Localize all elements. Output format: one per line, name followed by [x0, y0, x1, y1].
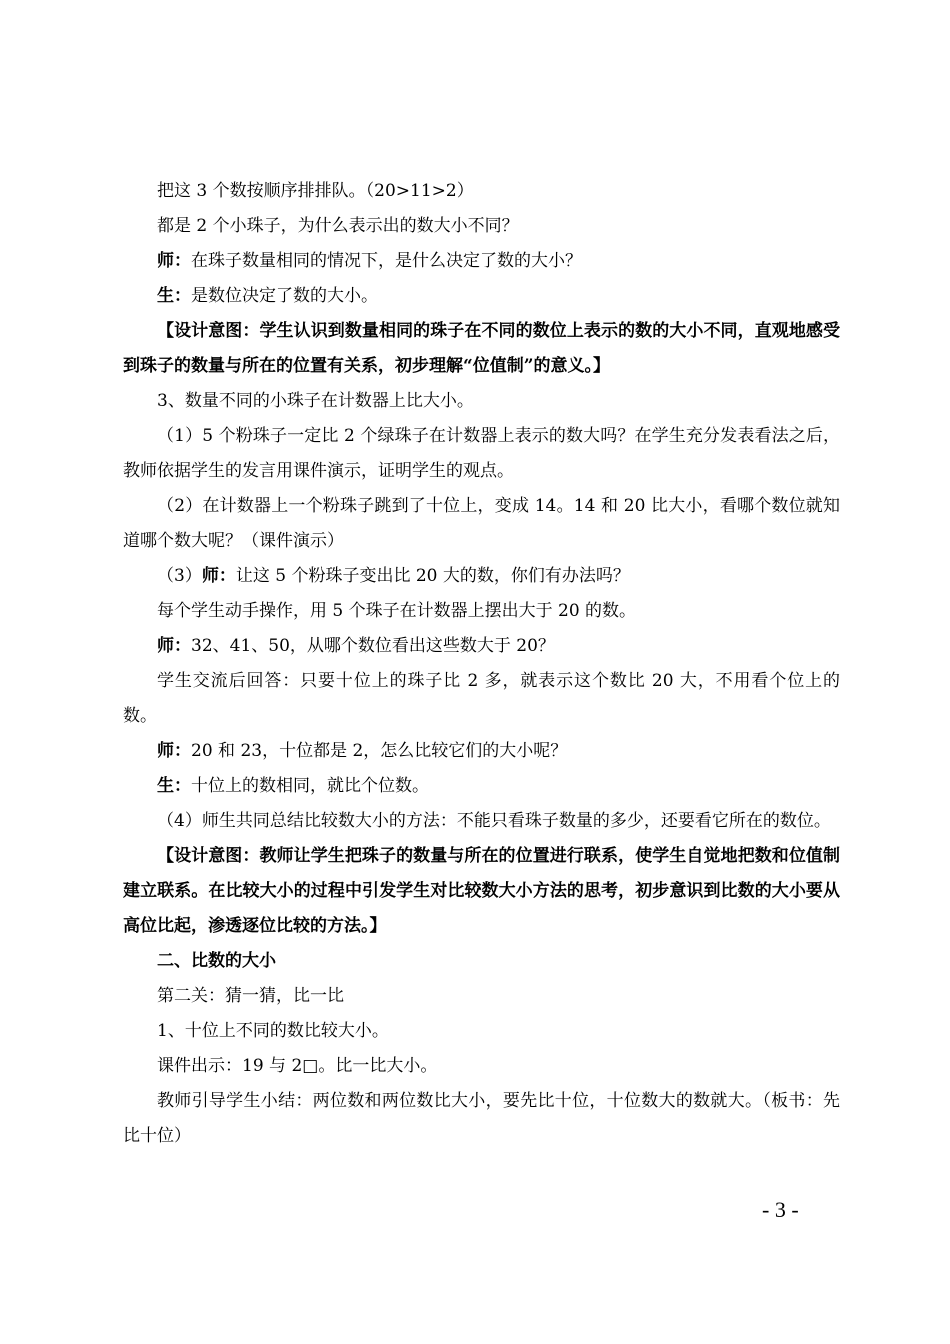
paragraph — [123, 664, 840, 734]
text-run: （4）师生共同总结比较数大小的方法：不能只看珠子数量的多少，还要看它所在的数位。 — [157, 811, 831, 831]
bold-text: 师： — [157, 636, 191, 656]
bold-text: 二、比数的大小 — [157, 951, 276, 971]
paragraph — [123, 804, 840, 839]
paragraph — [123, 244, 840, 279]
text-run: 学生交流后回答：只要十位上的珠子比 2 多，就表示这个数比 20 大，不用看个位上的数。 — [123, 671, 840, 726]
bold-text: 师： — [157, 741, 191, 761]
paragraph — [123, 489, 840, 559]
text-run: （2）在计数器上一个粉珠子跳到了十位上，变成 14。14 和 20 比大小，看哪个数位就知道哪个数大呢？（课件演示） — [123, 496, 840, 551]
bold-text: 【设计意图：学生认识到数量相同的珠子在不同的数位上表示的数的大小不同，直观地感受到珠子的数量与所在的位置有关系，初步理解“位值制”的意义。】 — [123, 321, 840, 376]
text-run: 把这 3 个数按顺序排排队。（20>11>2） — [157, 181, 474, 201]
text-run: 在珠子数量相同的情况下，是什么决定了数的大小？ — [191, 251, 582, 271]
bold-text: 生： — [157, 286, 191, 306]
paragraph — [123, 314, 840, 384]
paragraph — [123, 1014, 840, 1049]
text-run: （3） — [157, 566, 202, 586]
text-run: 是数位决定了数的大小。 — [191, 286, 378, 306]
page-number: - 3 - — [762, 1197, 799, 1222]
paragraph — [123, 944, 840, 979]
text-run: 32、41、50，从哪个数位看出这些数大于 20？ — [191, 636, 555, 656]
text-run: 第二关：猜一猜，比一比 — [157, 986, 344, 1006]
bold-text: 【设计意图：教师让学生把珠子的数量与所在的位置进行联系，使学生自觉地把数和位值制建立联系。在比较大小的过程中引发学生对比较数大小方法的思考，初步意识到比数的大小要从高位比起，渗透逐位比较的方法。】 — [123, 846, 840, 936]
bold-text: 师： — [157, 251, 191, 271]
paragraph — [123, 1084, 840, 1154]
paragraph — [123, 559, 840, 594]
document-body — [123, 174, 840, 1154]
text-run: （1）5 个粉珠子一定比 2 个绿珠子在计数器上表示的数大吗？在学生充分发表看法之后，教师依据学生的发言用课件演示，证明学生的观点。 — [123, 426, 840, 481]
paragraph — [123, 629, 840, 664]
paragraph — [123, 174, 840, 209]
paragraph — [123, 1049, 840, 1084]
paragraph — [123, 734, 840, 769]
text-run: 十位上的数相同，就比个位数。 — [191, 776, 429, 796]
text-run: 3、数量不同的小珠子在计数器上比大小。 — [157, 391, 474, 411]
paragraph — [123, 839, 840, 944]
paragraph — [123, 979, 840, 1014]
bold-text: 师： — [201, 566, 236, 586]
text-run: 20 和 23，十位都是 2，怎么比较它们的大小呢？ — [191, 741, 568, 761]
paragraph — [123, 594, 840, 629]
text-run: 每个学生动手操作，用 5 个珠子在计数器上摆出大于 20 的数。 — [157, 601, 637, 621]
paragraph — [123, 209, 840, 244]
paragraph — [123, 419, 840, 489]
text-run: 教师引导学生小结：两位数和两位数比大小，要先比十位，十位数大的数就大。（板书：先比十位） — [123, 1091, 840, 1146]
paragraph — [123, 769, 840, 804]
text-run: 让这 5 个粉珠子变出比 20 大的数，你们有办法吗？ — [235, 566, 630, 586]
text-run: 都是 2 个小珠子，为什么表示出的数大小不同？ — [157, 216, 519, 236]
paragraph — [123, 384, 840, 419]
paragraph — [123, 279, 840, 314]
text-run: 课件出示：19 与 2□。比一比大小。 — [157, 1056, 438, 1076]
text-run: 1、十位上不同的数比较大小。 — [157, 1021, 389, 1041]
bold-text: 生： — [157, 776, 191, 796]
